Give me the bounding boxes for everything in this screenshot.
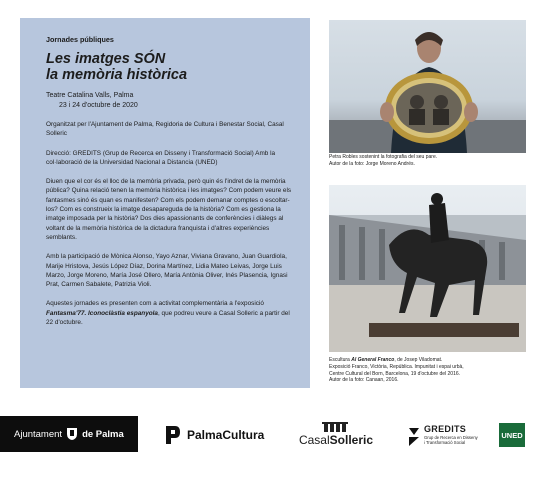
photo1-caption-line-1: Petra Robles sostenint la fotografia del seu pare. [329, 154, 438, 160]
photo-woman-with-portrait [329, 20, 526, 153]
photo-equestrian-statue [329, 185, 526, 352]
photo-statue-illustration [329, 185, 526, 352]
casal-solleric-wordmark [286, 433, 386, 447]
ajuntament-palma-logo[interactable] [0, 416, 138, 452]
closing-before: Aquestes jornades es presenten com a activitat complementària a l'exposició [46, 300, 264, 308]
closing-text [46, 299, 296, 327]
info-panel [20, 18, 310, 388]
solleric-word: Solleric [329, 433, 374, 447]
sculpture-title: Al General Franco [351, 357, 395, 363]
photo2-caption [329, 357, 464, 384]
photo2-caption-line-4: Autor de la foto: Canaan, 2016. [329, 377, 399, 384]
gredits-text: GREDITS [424, 424, 467, 434]
photo2-caption-line-2: Exposició Franco, Victòria, República. Impunitat i espai urbà, [329, 363, 464, 370]
coat-of-arms-icon [66, 427, 78, 441]
casal-word: Casal [298, 433, 330, 447]
palmacultura-p-icon [165, 425, 181, 445]
casal-solleric-logo[interactable] [286, 420, 386, 450]
participants-text: Amb la participació de Mònica Alonso, Yayo Aznar, Viviana Gravano, Juan Guardiola, Marije Hristova, Jesús López Díaz, Dorina Martínez, Lidia Mateo Leivas, Jorge Luis Marzo, Jorge Moreno, María José Ollero, María Antònia Oliver, Inés Plasencia, Ignasi Prat, Carmen Sabalete, Patrizia Violi. [46, 253, 288, 289]
gredits-subtitle: Grup de Recerca en Disseny i Transformació Social [424, 435, 478, 445]
gredits-mark-icon [407, 426, 421, 448]
uned-logo[interactable]: UNED [499, 423, 525, 447]
palma-name: de Palma [82, 428, 124, 440]
kicker: Jornades públiques [46, 35, 114, 44]
photo2-caption-line-3: Centre Cultural del Born, Barcelona, 19 d'octubre del 2016. [329, 370, 461, 377]
title-line-2: la memòria històrica [46, 67, 188, 83]
sponsor-logos [0, 416, 545, 456]
palma-prefix: Ajuntament [14, 428, 63, 440]
direction-text: Direcció: GREDITS (Grup de Recerca en Disseny i Transformació Social) Amb la col·laboració de la Universidad Nacional a Distancia (UNED) [46, 149, 276, 166]
photo1-caption-line-2: Autor de la foto: Jorge Moreno Andrés. [329, 160, 415, 167]
title-line-1: Les imatges SÓN [46, 51, 166, 67]
page-title [46, 51, 296, 83]
gredits-logo[interactable] [407, 424, 482, 450]
event-date: 23 i 24 d'octubre de 2020 [59, 101, 138, 109]
photo2-caption-line-1: Escultura Al General Franco, de Josep Viladomat. [329, 357, 443, 363]
exhibition-title: Fantasma'77. Iconoclàstia espanyola [46, 309, 158, 317]
closing-after: , que podreu veure a Casal Solleric a partir del 22 d'octubre. [46, 309, 290, 327]
organizers-text: Organitzat per l'Ajuntament de Palma, Regidoria de Cultura i Benestar Social, Casal Solleric [46, 121, 284, 138]
photo1-caption [329, 154, 437, 168]
photo-woman-illustration [329, 20, 526, 153]
questions-text: Diuen que el cor és el lloc de la memòria privada, però quin és l'indret de la memòria pública? Quina relació tenen la memòria històrica i les imatges? Com podem veure els fantasmes sinó és quan es manifesten? Com els podem demanar comptes o escoltar-los? Com es construeix la imatge desapareguda de la història? Com es gestiona la imatge imposada per la història? Dos dies apassionants de conferències i diàlegs al voltant de la memòria històrica de la dictadura franquista i d'altres experiències semblants. [46, 178, 292, 241]
palmacultura-text: PalmaCultura [187, 428, 265, 442]
venue: Teatre Catalina Valls, Palma [46, 92, 134, 99]
palmacultura-logo[interactable] [165, 425, 264, 445]
